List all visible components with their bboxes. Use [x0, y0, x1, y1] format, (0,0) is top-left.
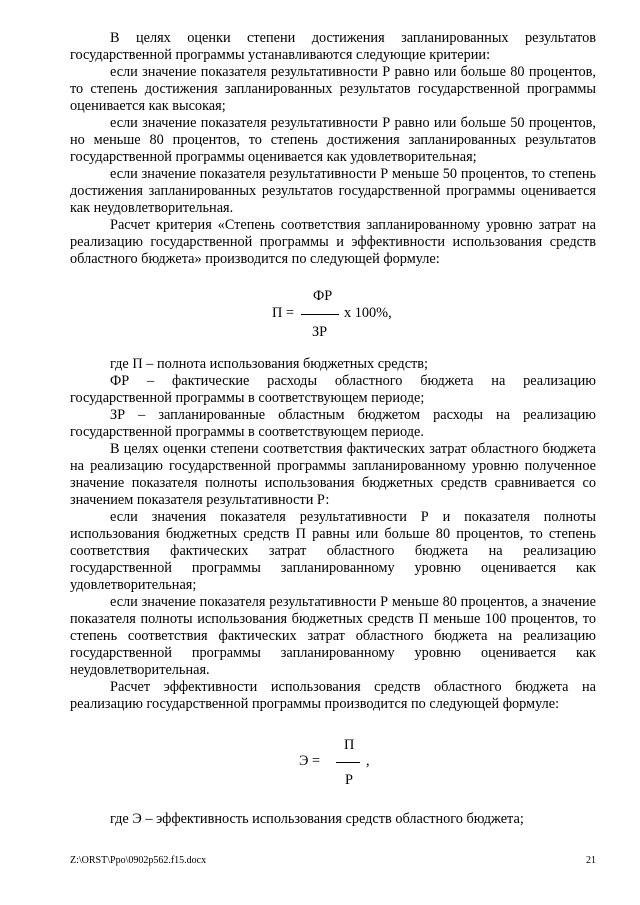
document-page — [70, 30, 596, 828]
paragraph-comparison-intro: В целях оценки степени соответствия фактических затрат областного бюджета на реализацию государственной программы запланированному уровню полученное значение показателя полноты использования бюджетных средств сравнивается со значением показателя результативности Р: — [70, 441, 596, 508]
formula-numerator: ФР — [313, 288, 333, 304]
paragraph-def-fr: ФР – фактические расходы областного бюджета на реализацию государственной программы в соответствующем периоде; — [70, 373, 596, 406]
file-path: Z:\ORST\Ppo\0902p562.f15.docx — [70, 855, 207, 866]
paragraph-def-p: где П – полнота использования бюджетных средств; — [110, 356, 429, 372]
paragraph-efficiency-intro: Расчет эффективности использования средств областного бюджета на реализацию государственной программы производится по следующей формуле: — [70, 679, 596, 712]
formula-denominator: Р — [345, 772, 353, 788]
paragraph-cost-criterion-intro: Расчет критерия «Степень соответствия запланированному уровню затрат на реализацию государственной программы и эффективности использования средств областного бюджета» производится по следующей формуле: — [70, 217, 596, 267]
page-number: 21 — [586, 855, 596, 866]
formula-suffix: х 100%, — [344, 305, 392, 321]
paragraph-criteria-intro: В целях оценки степени достижения запланированных результатов государственной программы устанавливаются следующие критерии: — [70, 30, 596, 63]
formula-numerator: П — [344, 737, 355, 753]
paragraph-def-e: где Э – эффективность использования средств областного бюджета; — [110, 811, 524, 827]
paragraph-def-zr: ЗР – запланированные областным бюджетом расходы на реализацию государственной программы в соответствующем периоде. — [70, 407, 596, 440]
fraction-bar — [336, 762, 360, 763]
fraction-bar — [301, 314, 339, 315]
paragraph-comparison-satisfactory: если значения показателя результативности Р и показателя полноты использования бюджетных средств П равны или больше 80 процентов, то степень соответствия фактических затрат областного бюджета на реализацию государственной программы запланированному уровню оценивается как удовлетворительная; — [70, 509, 596, 593]
formula-suffix: , — [366, 753, 370, 769]
formula-lhs: П = — [272, 305, 294, 321]
paragraph-criterion-satisfactory: если значение показателя результативности Р равно или больше 50 процентов, но меньше 80 процентов, то степень достижения запланированных результатов государственной программы оценивается как удовлетворительная; — [70, 115, 596, 165]
paragraph-comparison-unsatisfactory: если значение показателя результативности Р меньше 80 процентов, а значение показателя полноты использования бюджетных средств П меньше 100 процентов, то степень соответствия фактических затрат областного бюджета на реализацию государственной программы запланированному уровню оценивается как неудовлетворительная. — [70, 594, 596, 678]
paragraph-criterion-unsatisfactory: если значение показателя результативности Р меньше 50 процентов, то степень достижения запланированных результатов государственной программы оценивается как неудовлетворительная. — [70, 166, 596, 216]
formula-completeness — [70, 286, 596, 346]
paragraph-criterion-high: если значение показателя результативности Р равно или больше 80 процентов, то степень достижения запланированных результатов государственной программы оценивается как высокая; — [70, 64, 596, 114]
formula-denominator: ЗР — [312, 324, 328, 340]
formula-efficiency — [70, 735, 596, 795]
formula-lhs: Э = — [299, 753, 321, 769]
